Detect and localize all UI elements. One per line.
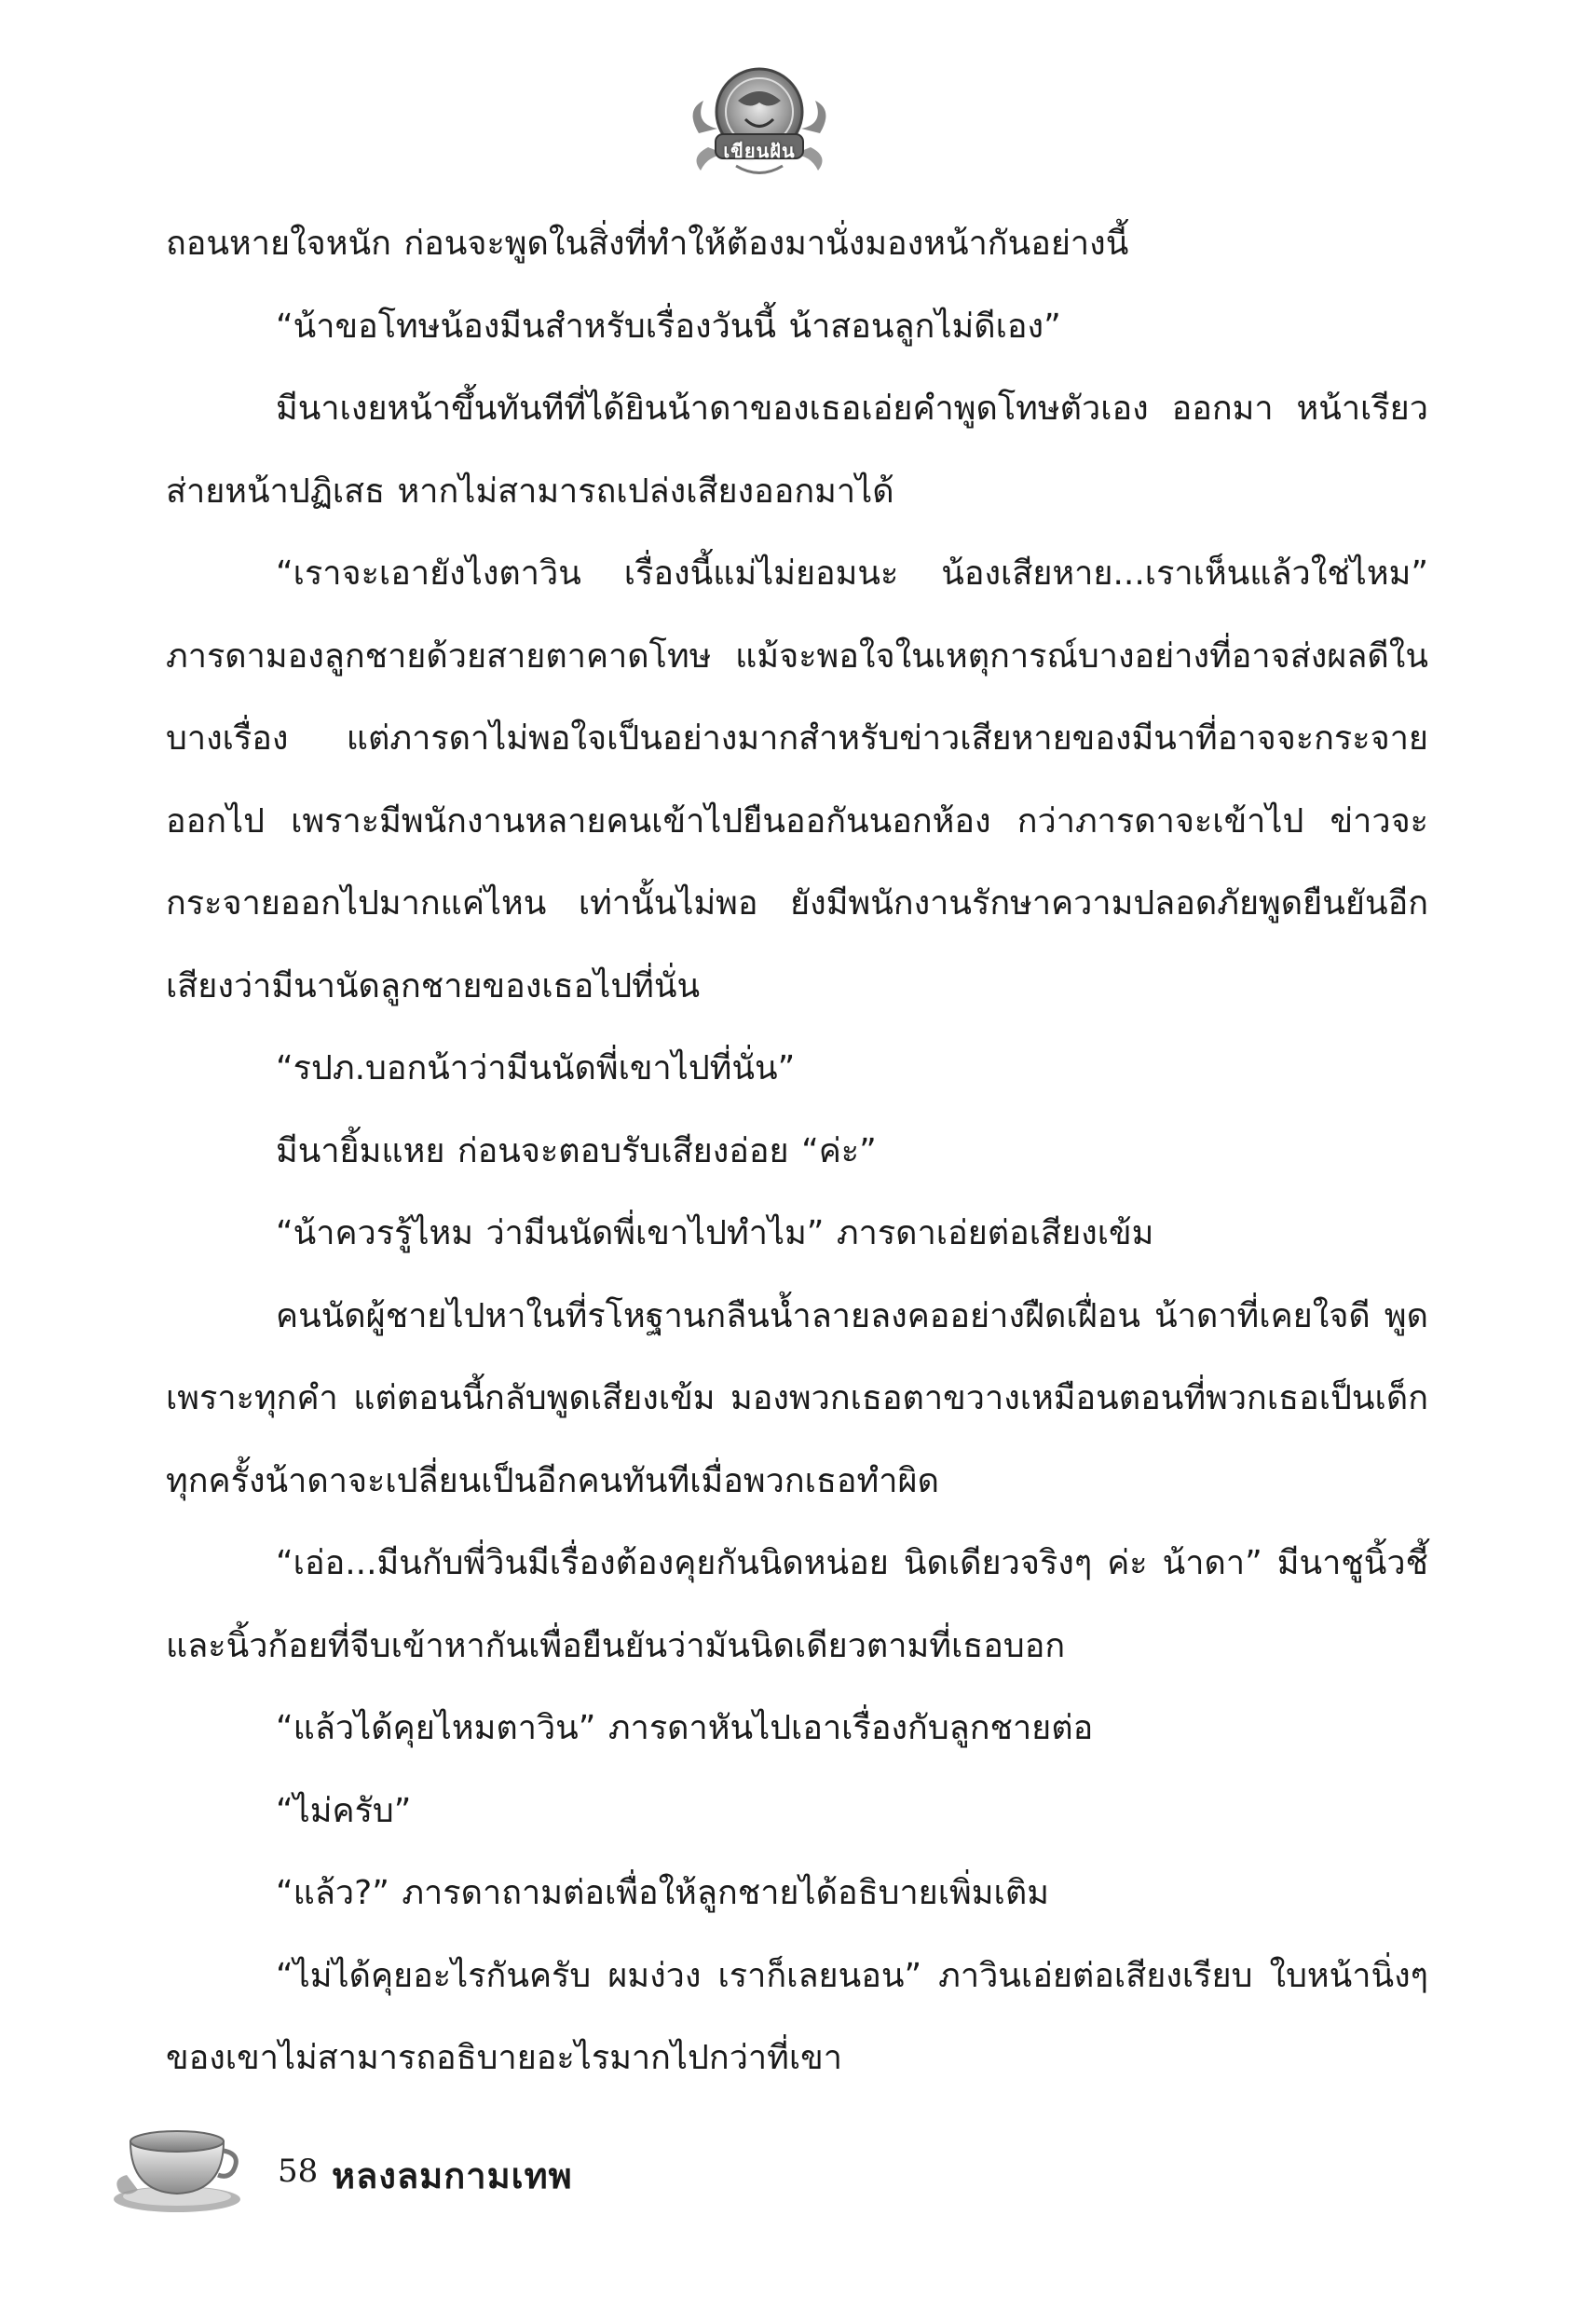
book-title: หลงลมกามเทพ bbox=[332, 2155, 573, 2196]
ornament-logo-icon bbox=[680, 45, 839, 185]
paragraph: “แล้ว?” ภารดาถามต่อเพื่อให้ลูกชายได้อธิบายเพิ่มเติม bbox=[276, 1874, 1049, 1912]
paragraph: ถอนหายใจหนัก ก่อนจะพูดในสิ่งที่ทำให้ต้องมานั่งมองหน้ากันอย่างนี้ bbox=[166, 225, 1129, 263]
paragraph: “เราจะเอายังไงตาวิน เรื่องนี้แม่ไม่ยอมนะ น้องเสียหาย...เราเห็นแล้วใช่ไหม” ภารดามองลูกชายด้วยสายตาคาดโทษ แม้จะพอใจในเหตุการณ์บางอย่างที่อาจส่งผลดีในบางเรื่อง แต่ภารดาไม่พอใจเป็นอย่างมากสำหรับข่าวเสียหายของมีนาที่อาจจะกระจายออกไป เพราะมีพนักงานหลายคนเข้าไปยืนออกันนอกห้อง กว่าภารดาจะเข้าไป ข่าวจะกระจายออกไปมากแค่ไหน เท่านั้นไม่พอ ยังมีพนักงานรักษาความปลอดภัยพูดยืนยันอีกเสียงว่ามีนานัดลูกชายของเธอไปที่นั่น bbox=[166, 554, 1428, 1005]
paragraph: มีนายิ้มแหย ก่อนจะตอบรับเสียงอ่อย “ค่ะ” bbox=[276, 1131, 877, 1170]
page-footer bbox=[110, 2113, 669, 2225]
body-text bbox=[166, 203, 1428, 2100]
paragraph: “ไม่ครับ” bbox=[276, 1791, 412, 1830]
paragraph: “แล้วได้คุยไหมตาวิน” ภารดาหันไปเอาเรื่องกับลูกชายต่อ bbox=[276, 1709, 1094, 1747]
paragraph: คนนัดผู้ชายไปหาในที่รโหฐานกลืนน้ำลายลงคออย่างฝืดเฝื่อน น้าดาที่เคยใจดี พูดเพราะทุกคำ แต่ตอนนี้กลับพูดเสียงเข้ม มองพวกเธอตาขวางเหมือนตอนที่พวกเธอเป็นเด็ก ทุกครั้งน้าดาจะเปลี่ยนเป็นอีกคนทันทีเมื่อพวกเธอทำผิด bbox=[166, 1296, 1428, 1500]
paragraph: “รปภ.บอกน้าว่ามีนนัดพี่เขาไปที่นั่น” bbox=[276, 1049, 796, 1087]
paragraph: “เอ่อ...มีนกับพี่วินมีเรื่องต้องคุยกันนิดหน่อย นิดเดียวจริงๆ ค่ะ น้าดา” มีนาชูนิ้วชี้และนิ้วก้อยที่จีบเข้าหากันเพื่อยืนยันว่ามันนิดเดียวตามที่เธอบอก bbox=[166, 1544, 1428, 1665]
page-number: 58 bbox=[278, 2153, 319, 2190]
teacup-graphic bbox=[110, 2113, 250, 2216]
paragraph: มีนาเงยหน้าขึ้นทันทีที่ได้ยินน้าดาของเธอเอ่ยคำพูดโทษตัวเอง ออกมา หน้าเรียวส่ายหน้าปฏิเสธ หากไม่สามารถเปล่งเสียงออกมาได้ bbox=[166, 390, 1428, 511]
paragraph: “น้าขอโทษน้องมีนสำหรับเรื่องวันนี้ น้าสอนลูกไม่ดีเอง” bbox=[276, 307, 1061, 346]
teacup-icon bbox=[110, 2113, 250, 2216]
paragraph: “น้าควรรู้ไหม ว่ามีนนัดพี่เขาไปทำไม” ภารดาเอ่ยต่อเสียงเข้ม bbox=[276, 1214, 1154, 1252]
emblem-text: เขียนฝัน bbox=[723, 140, 796, 162]
paragraph: “ไม่ได้คุยอะไรกันครับ ผมง่วง เราก็เลยนอน” ภาวินเอ่ยต่อเสียงเรียบ ใบหน้านิ่งๆ ของเขาไม่สามารถอธิบายอะไรมากไปกว่าที่เขา bbox=[166, 1956, 1428, 2077]
